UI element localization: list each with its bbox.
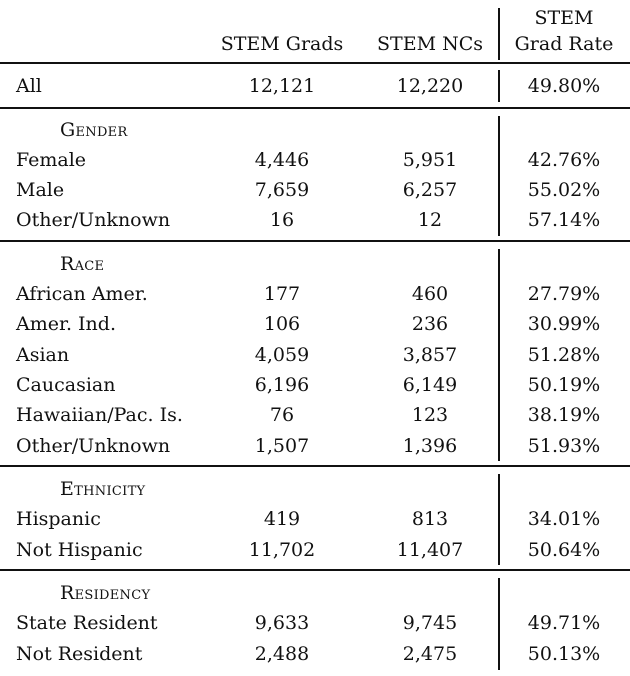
row-grads: 4,446 xyxy=(254,149,310,171)
row-label: Female xyxy=(16,149,87,171)
rule-all-bottom xyxy=(0,107,630,109)
rule-gender-bottom xyxy=(0,240,630,242)
row-grads: 419 xyxy=(263,508,301,530)
row-rate: 27.79% xyxy=(527,283,601,305)
row-rate: 49.80% xyxy=(527,75,601,97)
row-label: All xyxy=(16,75,42,97)
section-title-residency: Residency xyxy=(60,582,151,604)
row-rate: 55.02% xyxy=(527,179,601,201)
row-ncs: 5,951 xyxy=(402,149,458,171)
row-ncs: 11,407 xyxy=(396,539,464,561)
row-grads: 2,488 xyxy=(254,643,310,665)
row-ncs: 6,149 xyxy=(402,374,458,396)
row-rate: 50.64% xyxy=(527,539,601,561)
row-label: Hawaiian/Pac. Is. xyxy=(16,404,183,426)
section-title-ethnicity: Ethnicity xyxy=(60,478,146,500)
row-label: Other/Unknown xyxy=(16,435,171,457)
row-ncs: 9,745 xyxy=(402,612,458,634)
row-ncs: 12,220 xyxy=(396,75,464,97)
row-ncs: 813 xyxy=(411,508,449,530)
row-rate: 30.99% xyxy=(527,313,601,335)
rule-ethnicity-bottom xyxy=(0,569,630,571)
row-ncs: 460 xyxy=(411,283,449,305)
row-ncs: 1,396 xyxy=(402,435,458,457)
row-grads: 7,659 xyxy=(254,179,310,201)
row-label: State Resident xyxy=(16,612,158,634)
row-rate: 50.13% xyxy=(527,643,601,665)
row-rate: 34.01% xyxy=(527,508,601,530)
row-rate: 57.14% xyxy=(527,209,601,231)
row-label: Other/Unknown xyxy=(16,209,171,231)
section-title-race: Race xyxy=(60,253,105,275)
row-ncs: 3,857 xyxy=(402,344,458,366)
row-rate: 49.71% xyxy=(527,612,601,634)
row-ncs: 12 xyxy=(417,209,443,231)
row-ncs: 123 xyxy=(411,404,449,426)
row-label: Male xyxy=(16,179,65,201)
header-grad-rate-line2: Grad Rate xyxy=(514,33,614,55)
rule-race-bottom xyxy=(0,465,630,467)
row-label: Not Resident xyxy=(16,643,143,665)
row-label: Caucasian xyxy=(16,374,116,396)
section-title-gender: Gender xyxy=(60,119,128,141)
row-grads: 6,196 xyxy=(254,374,310,396)
row-grads: 12,121 xyxy=(248,75,316,97)
row-grads: 177 xyxy=(263,283,301,305)
row-rate: 51.28% xyxy=(527,344,601,366)
row-ncs: 2,475 xyxy=(402,643,458,665)
row-grads: 4,059 xyxy=(254,344,310,366)
row-label: Not Hispanic xyxy=(16,539,143,561)
row-ncs: 236 xyxy=(411,313,449,335)
row-grads: 106 xyxy=(263,313,301,335)
rule-header-bottom xyxy=(0,62,630,64)
row-grads: 16 xyxy=(269,209,295,231)
row-rate: 38.19% xyxy=(527,404,601,426)
row-grads: 11,702 xyxy=(248,539,316,561)
row-grads: 9,633 xyxy=(254,612,310,634)
header-stem-ncs: STEM NCs xyxy=(377,33,483,55)
row-grads: 76 xyxy=(269,404,295,426)
row-grads: 1,507 xyxy=(254,435,310,457)
row-ncs: 6,257 xyxy=(402,179,458,201)
row-label: Amer. Ind. xyxy=(16,313,117,335)
row-label: Hispanic xyxy=(16,508,101,530)
row-rate: 42.76% xyxy=(527,149,601,171)
row-label: Asian xyxy=(16,344,70,366)
header-grad-rate-line1: STEM xyxy=(534,7,594,29)
header-stem-grads: STEM Grads xyxy=(220,33,344,55)
row-rate: 50.19% xyxy=(527,374,601,396)
row-rate: 51.93% xyxy=(527,435,601,457)
row-label: African Amer. xyxy=(16,283,148,305)
